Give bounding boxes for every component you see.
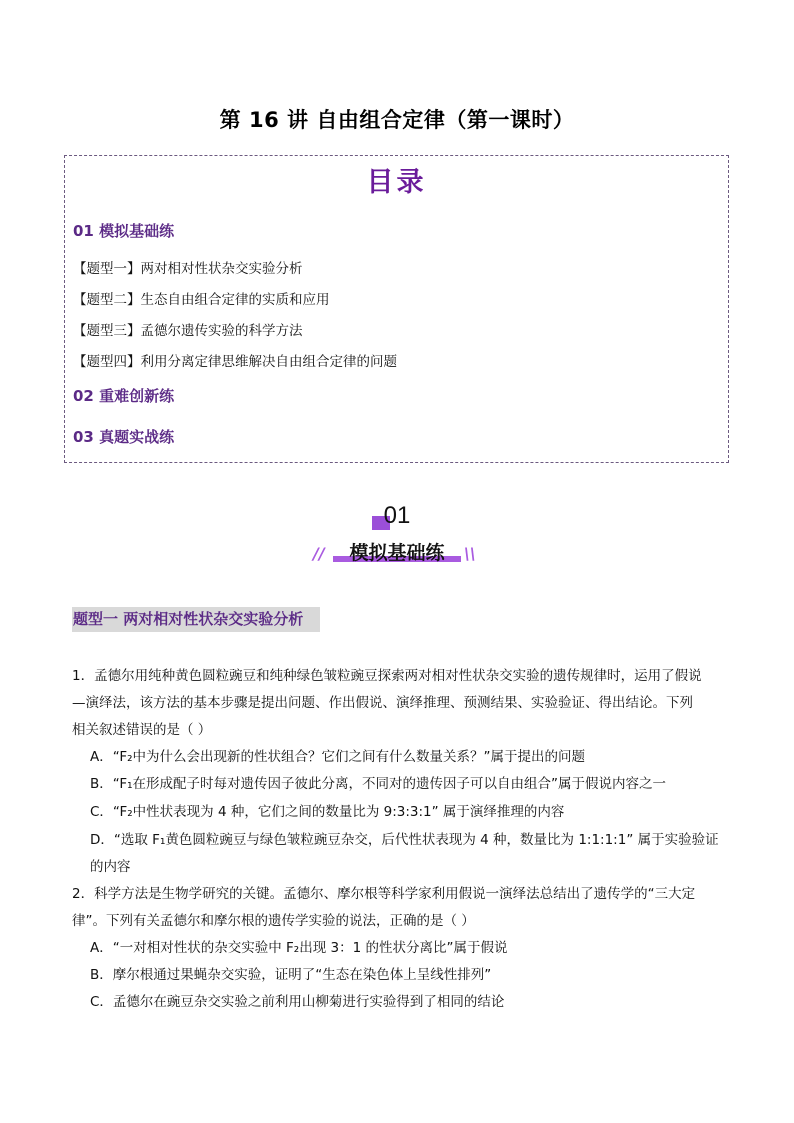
toc-subitem-4[interactable]: 【题型四】利用分离定律思维解决自由组合定律的问题 (73, 354, 397, 370)
question-stem-line: 律”。下列有关孟德尔和摩尔根的遗传学实验的说法，正确的是（ ） (72, 913, 475, 929)
toc-subitem-3[interactable]: 【题型三】孟德尔遗传实验的科学方法 (73, 323, 303, 339)
option-b[interactable]: B．“F₁在形成配子时每对遗传因子彼此分离，不同对的遗传因子可以自由组合”属于假说内容之一 (90, 776, 667, 792)
option-b[interactable]: B．摩尔根通过果蝇杂交实验，证明了“生态在染色体上呈线性排列” (90, 967, 492, 983)
toc-section-03[interactable]: 03 真题实战练 (73, 428, 175, 446)
section-label: 模拟基础练 (349, 542, 445, 564)
option-d-continued: 的内容 (90, 859, 131, 875)
toc-heading: 目录 (366, 167, 427, 198)
left-slash-mark: // (313, 544, 325, 563)
right-slash-mark: \\ (464, 544, 476, 563)
option-c[interactable]: C．“F₂中性状表现为 4 种，它们之间的数量比为 9:3:3:1” 属于演绎推理的内容 (90, 804, 565, 820)
toc-section-01[interactable]: 01 模拟基础练 (73, 222, 175, 240)
question-stem-line: 2．科学方法是生物学研究的关键。孟德尔、摩尔根等科学家利用假说一演绎法总结出了遗传学的“三大定 (72, 886, 696, 902)
question-type-heading: 题型一 两对相对性状杂交实验分析 (72, 607, 320, 632)
option-c[interactable]: C．孟德尔在豌豆杂交实验之前利用山柳菊进行实验得到了相同的结论 (90, 994, 505, 1010)
toc-section-02[interactable]: 02 重难创新练 (73, 387, 175, 405)
document-title: 第 16 讲 自由组合定律（第一课时） (219, 108, 575, 132)
table-of-contents (64, 155, 729, 463)
question-stem-line: —演绎法，该方法的基本步骤是提出问题、作出假说、演绎推理、预测结果、实验验证、得出结论。下列 (72, 695, 693, 711)
toc-subitem-1[interactable]: 【题型一】两对相对性状杂交实验分析 (73, 261, 303, 277)
question-stem-line: 1．孟德尔用纯种黄色圆粒豌豆和纯种绿色皱粒豌豆探索两对相对性状杂交实验的遗传规律时，运用了假说 (72, 668, 702, 684)
section-number: 01 (383, 502, 411, 529)
toc-subitem-2[interactable]: 【题型二】生态自由组合定律的实质和应用 (73, 292, 330, 308)
option-a[interactable]: A．“F₂中为什么会出现新的性状组合？它们之间有什么数量关系？”属于提出的问题 (90, 749, 585, 765)
option-d[interactable]: D．“选取 F₁黄色圆粒豌豆与绿色皱粒豌豆杂交，后代性状表现为 4 种，数量比为 1:1:1:1” 属于实验验证 (90, 832, 719, 848)
question-stem-line: 相关叙述错误的是（ ） (72, 722, 212, 738)
section-badge (0, 500, 794, 570)
option-a[interactable]: A．“一对相对性状的杂交实验中 F₂出现 3：1 的性状分离比”属于假说 (90, 940, 508, 956)
